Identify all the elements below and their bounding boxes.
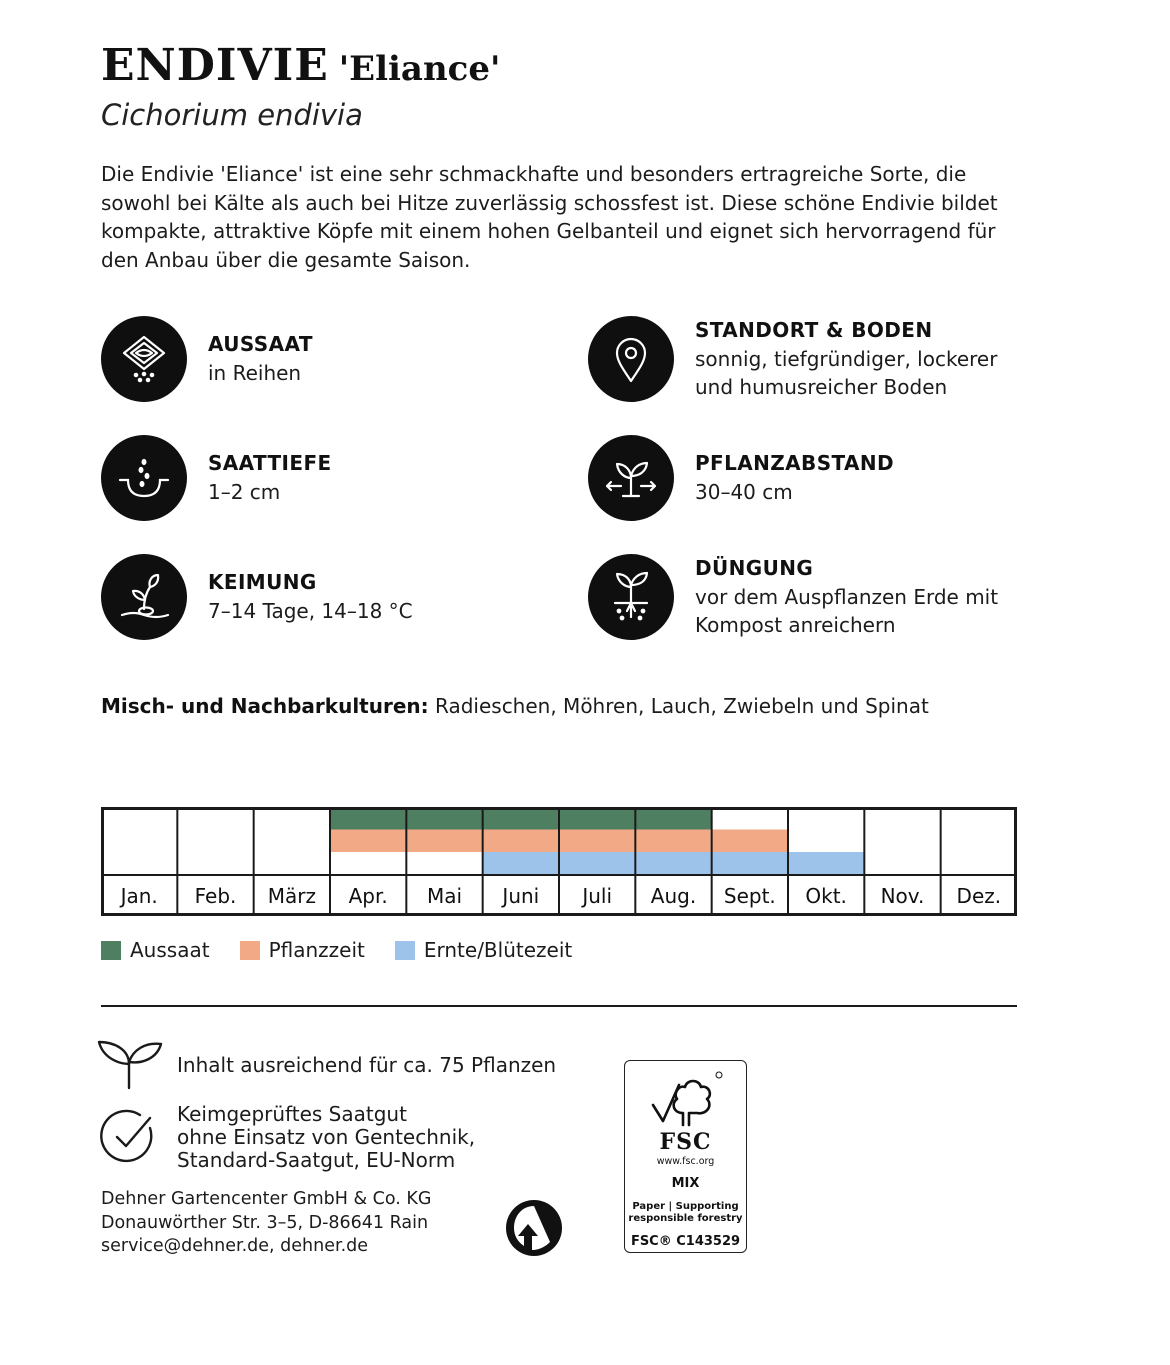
month-label: Dez. — [956, 884, 1002, 908]
legend-label: Aussaat — [130, 938, 210, 962]
fsc-claim-line: Paper | Supporting — [632, 1201, 739, 1212]
month-label: Juli — [582, 884, 613, 908]
calendar-bar-pflanzzeit — [712, 830, 788, 853]
address-line: service@dehner.de, dehner.de — [101, 1236, 369, 1256]
feature-text: 1–2 cm — [208, 479, 281, 504]
feature-text: Kompost anreichern — [695, 613, 896, 637]
companion-value: Radieschen, Möhren, Lauch, Zwiebeln und Spinat — [435, 694, 929, 718]
feature-heading: PFLANZABSTAND — [695, 451, 895, 475]
sprout-icon — [101, 554, 187, 640]
calendar-bar-ernte-blütezeit — [635, 852, 711, 875]
seed-quality-line: Keimgeprüftes Saatgut — [177, 1102, 407, 1126]
product-name: ENDIVIE — [101, 40, 329, 91]
calendar-bar-aussaat — [406, 807, 482, 830]
calendar-bar-aussaat — [635, 807, 711, 830]
seed-quality-line: ohne Einsatz von Gentechnik, — [177, 1125, 476, 1149]
companion-crops — [101, 694, 929, 718]
companion-label: Misch- und Nachbarkulturen: — [101, 694, 429, 718]
month-label: Apr. — [348, 884, 388, 908]
month-label: Sept. — [723, 884, 776, 908]
fsc-label — [624, 1060, 747, 1253]
feature-text: vor dem Auspflanzen Erde mit — [695, 584, 999, 609]
sowing-depth-icon — [101, 435, 187, 521]
feature-heading: DÜNGUNG — [695, 556, 814, 580]
sowing-calendar — [101, 807, 1017, 916]
fsc-logo-text: FSC — [659, 1129, 712, 1155]
month-label: Feb. — [194, 884, 237, 908]
legend-swatch — [101, 941, 121, 960]
fsc-category: MIX — [671, 1176, 700, 1191]
company-address — [101, 1188, 431, 1259]
divider — [101, 1005, 1017, 1007]
fsc-claim — [625, 1201, 746, 1225]
seed-packet-icon — [101, 316, 187, 402]
calendar-bar-pflanzzeit — [483, 830, 559, 853]
fsc-claim-line: responsible forestry — [628, 1213, 743, 1224]
calendar-bar-pflanzzeit — [406, 830, 482, 853]
month-label: Nov. — [880, 884, 925, 908]
calendar-bar-ernte-blütezeit — [559, 852, 635, 875]
variety-name: 'Eliance' — [338, 49, 501, 89]
calendar-bar-pflanzzeit — [559, 830, 635, 853]
feature-heading: SAATTIEFE — [208, 451, 332, 475]
fertilizer-plant-icon — [588, 554, 674, 640]
product-description: Die Endivie 'Eliance' ist eine sehr schmackhafte und besonders ertragreiche Sorte, die sowohl bei Kälte als auch bei Hitze zuverlässig schossfest ist. Diese schöne Endivie bildet kompakte, attraktive Köpfe mit einem hohen Gelbanteil und eignet sich hervorragend für den Anbau über die gesamte Saison. — [101, 162, 998, 272]
feature-aussaat — [101, 316, 313, 402]
legend-ernte — [395, 938, 572, 962]
feature-duengung — [588, 554, 998, 640]
legend-label: Ernte/Blütezeit — [423, 938, 573, 962]
location-pin-icon — [588, 316, 674, 402]
plants-icon — [95, 1036, 165, 1092]
seed-quality-line: Standard-Saatgut, EU-Norm — [177, 1148, 456, 1172]
feature-standort — [588, 316, 997, 402]
feature-text: 7–14 Tage, 14–18 °C — [208, 598, 413, 623]
fsc-license: FSC® C143529 — [630, 1234, 741, 1249]
month-label: Jan. — [120, 884, 158, 908]
feature-heading: KEIMUNG — [208, 570, 317, 594]
feature-heading: STANDORT & BODEN — [695, 318, 933, 342]
feature-keimung — [101, 554, 413, 640]
month-label: Juni — [502, 884, 540, 908]
legend-pflanzzeit — [240, 938, 365, 962]
content-note: Inhalt ausreichend für ca. 75 Pflanzen — [177, 1053, 557, 1077]
calendar-bar-ernte-blütezeit — [483, 852, 559, 875]
check-circle-icon — [100, 1108, 158, 1166]
plant-spacing-icon — [588, 435, 674, 521]
product-title — [101, 40, 500, 91]
calendar-bar-ernte-blütezeit — [712, 852, 788, 875]
month-label: Okt. — [805, 884, 847, 908]
month-label: März — [267, 884, 316, 908]
address-line: Dehner Gartencenter GmbH & Co. KG — [101, 1189, 432, 1209]
feature-heading: AUSSAAT — [208, 332, 313, 356]
legend-swatch — [395, 941, 415, 960]
feature-text: 30–40 cm — [695, 479, 793, 504]
calendar-bar-aussaat — [559, 807, 635, 830]
calendar-bar-aussaat — [330, 807, 406, 830]
calendar-bar-pflanzzeit — [330, 830, 406, 853]
calendar-bar-ernte-blütezeit — [788, 852, 864, 875]
month-label: Mai — [426, 884, 463, 908]
address-line: Donauwörther Str. 3–5, D-86641 Rain — [101, 1212, 429, 1233]
fsc-tree-icon — [647, 1069, 725, 1129]
calendar-legend — [101, 938, 602, 962]
feature-text: sonnig, tiefgründiger, lockerer — [695, 346, 998, 371]
fsc-website: www.fsc.org — [656, 1156, 715, 1167]
legend-swatch — [240, 941, 260, 960]
legend-label: Pflanzzeit — [268, 938, 365, 962]
feature-text: und humusreicher Boden — [695, 375, 948, 399]
month-label: Aug. — [650, 884, 697, 908]
feature-saattiefe — [101, 435, 332, 521]
feature-text: in Reihen — [208, 360, 302, 385]
recycling-icon — [504, 1198, 564, 1258]
seed-quality — [177, 1103, 475, 1172]
calendar-bar-aussaat — [483, 807, 559, 830]
feature-pflanzabstand — [588, 435, 894, 521]
calendar-bar-pflanzzeit — [635, 830, 711, 853]
latin-name: Cichorium endivia — [101, 98, 363, 132]
legend-aussaat — [101, 938, 210, 962]
